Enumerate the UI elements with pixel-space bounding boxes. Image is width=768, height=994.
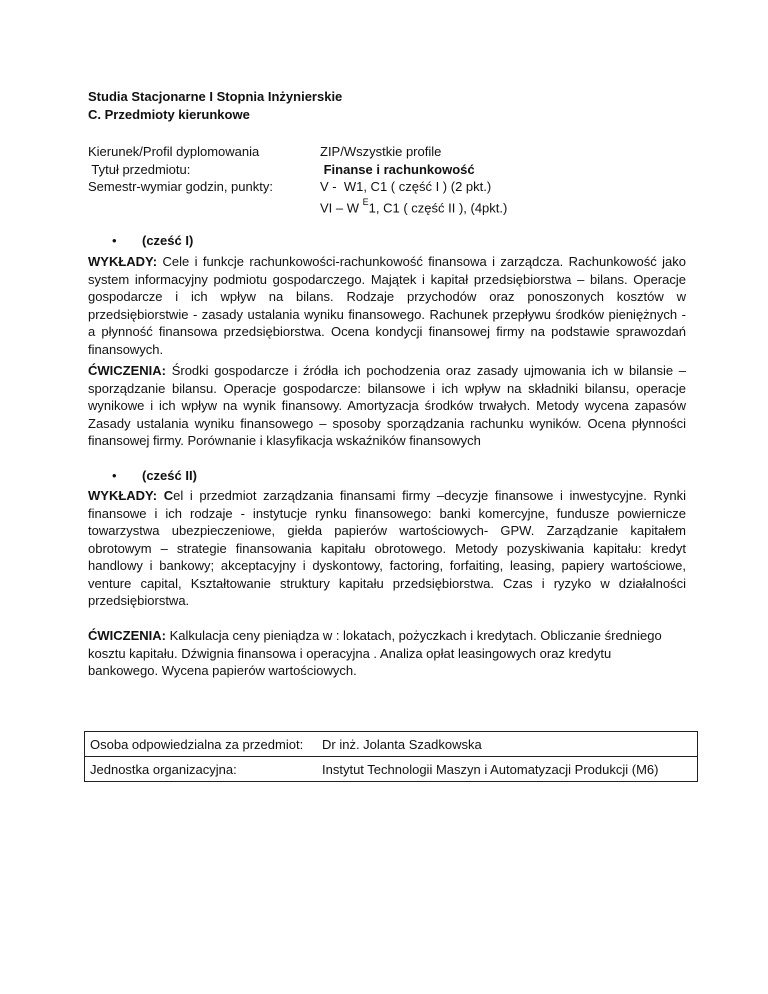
unit-label: Jednostka organizacyjna: [90, 761, 237, 777]
part1-exercises [88, 362, 686, 450]
bullet-icon: • [112, 468, 117, 483]
course-meta [88, 143, 688, 216]
meta-value [320, 178, 688, 216]
semester-line-2-post: 1, C1 ( część II ), (4pkt.) [368, 199, 508, 215]
exercises-text: Środki gospodarcze i źródła ich pochodzenia oraz zasady ujmowania ich w bilansie – sporządzanie bilansu. Operacje gospodarcze: bilansowe i ich wpływ na składniki bilansu, operacje wynikowe i ich wpływ na wynik finansowy. Amortyzacja środków trwałych. Metody wycena zapasów Zasady ustalania wyniku finansowego – sposoby sporządzania rachunku wyników. Ocena płynności finansowej firmy. Porównanie i klasyfikacja wskaźników finansowych [88, 363, 686, 448]
exercises-text: Kalkulacja ceny pieniądza w : lokatach, pożyczkach i kredytach. Obliczanie średniego kosztu kapitału. Dźwignia finansowa i operacyjna . Analiza opłat leasingowych oraz kredytu bankowego. Wycena papierów wartościowych. [88, 628, 662, 678]
exercises-label: ĆWICZENIA: [88, 363, 166, 378]
meta-row-semester [88, 178, 688, 216]
meta-label: Tytuł przedmiotu: [88, 161, 191, 177]
lectures-label: WYKŁADY: C [88, 488, 174, 503]
organizational-unit-row [85, 757, 697, 781]
exercises-label: ĆWICZENIA: [88, 628, 166, 643]
semester-line-2 [320, 196, 688, 217]
course-title: Finanse i rachunkowość [320, 161, 475, 177]
responsible-value: Dr inż. Jolanta Szadkowska [322, 736, 482, 752]
bullet-icon: • [112, 233, 117, 248]
semester-line-2-pre: VI – W [320, 199, 363, 215]
part1-heading: (cześć I) [142, 233, 194, 248]
part2-heading: (cześć II) [142, 468, 197, 483]
unit-value: Instytut Technologii Maszyn i Automatyzacji Produkcji (M6) [322, 761, 659, 777]
document-header [88, 88, 342, 124]
study-level-heading: Studia Stacjonarne I Stopnia Inżynierskie [88, 89, 343, 104]
exam-marker: E [362, 196, 369, 207]
responsibility-table [84, 731, 698, 782]
meta-label: Kierunek/Profil dyplomowania [88, 144, 260, 159]
semester-line-1: V - W1, C1 ( część I ) (2 pkt.) [320, 179, 492, 194]
responsible-label: Osoba odpowiedzialna za przedmiot: [90, 736, 304, 752]
lectures-text: Cele i funkcje rachunkowości-rachunkowość finansowa i zarządcza. Rachunkowość jako system informacyjny podmiotu gospodarczego. Majątek i kapitał przedsiębiorstwa – bilans. Operacje gospodarcze i ich wpływ na bilans. Rodzaje przychodów oraz ponoszonych kosztów w przedsiębiorstwie - zasady ustalania wyniku finansowego. Rachunek przepływu środków pieniężnych - a płynność finansowa przedsiębiorstwa. Ocena kondycji finansowej firmy na podstawie sprawozdań finansowych. [88, 254, 686, 357]
part2-exercises [88, 627, 678, 680]
meta-label: Semestr-wymiar godzin, punkty: [88, 179, 273, 194]
lectures-text: el i przedmiot zarządzania finansami firmy –decyzje finansowe i inwestycyjne. Rynki finansowe i ich rodzaje - instytucje rynku finansowego: banki komercyjne, fundusze powiernicze towarzystwa ubezpieczeniowe, giełda papierów wartościowych- GPW. Zarządzanie kapitałem obrotowym – strategie finansowania kapitału obrotowego. Metody pozyskiwania kapitału: kredyt handlowy i bankowy; akceptacyjny i dyskontowy, factoring, forfaiting, leasing, papiery wartościowe, venture capital, Kształtowanie struktury kapitału przedsiębiorstwa. Czas i ryzyko w działalności przedsiębiorstwa. [88, 488, 686, 608]
lectures-label: WYKŁADY: [88, 254, 158, 269]
part1-bullet [112, 232, 193, 249]
category-heading: C. Przedmioty kierunkowe [88, 107, 250, 122]
responsible-person-row [85, 732, 697, 757]
meta-row-program [88, 143, 688, 161]
part1-lectures [88, 253, 686, 358]
meta-row-title [88, 161, 688, 179]
part2-bullet [112, 467, 197, 484]
meta-value: ZIP/Wszystkie profile [320, 144, 442, 159]
part2-lectures [88, 487, 686, 610]
